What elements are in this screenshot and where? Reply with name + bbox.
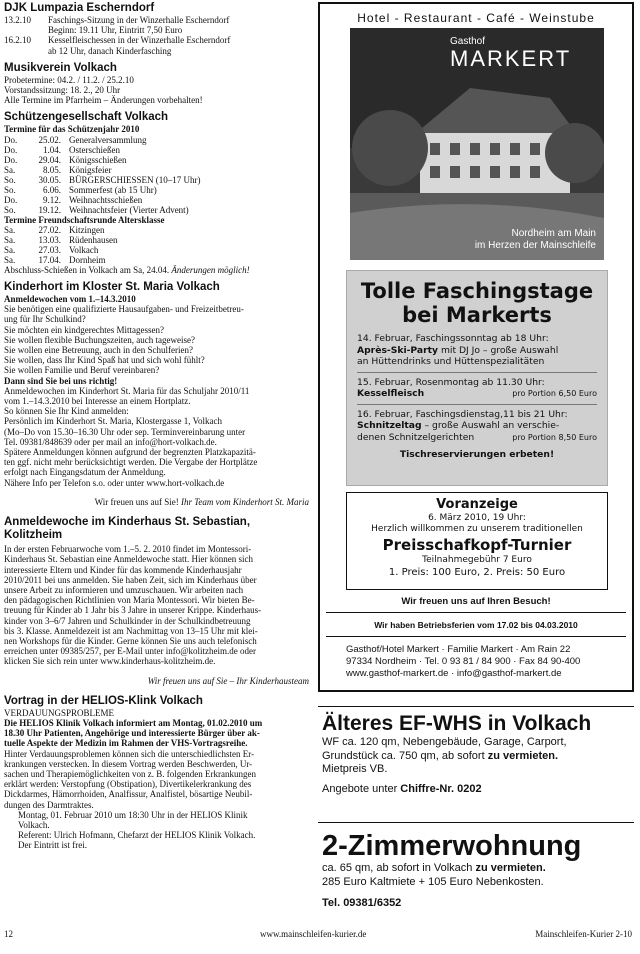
schedule-day: So.: [4, 174, 16, 185]
fasching-text: denen Schnitzelgerichten: [357, 431, 475, 443]
schedule-text: Weihnachtsfeier (Vierter Advent): [69, 204, 189, 215]
text-line: ten ggf. nicht mehr berücksichtigt werden. Die Vergabe der Hortplätze: [4, 457, 258, 468]
text-line: erklärt werden: Verstopfung (Obstipation), Divertikelerkrankung des: [4, 779, 252, 790]
left-column: [4, 2, 309, 857]
schedule-text: Königsschießen: [69, 154, 127, 165]
divider: [318, 822, 634, 823]
voranzeige-panel: [346, 492, 608, 590]
address-line: 97334 Nordheim · Tel. 0 93 81 / 84 900 · Fax 84 90-400: [346, 656, 581, 667]
text-line: interessierte Eltern und Kinder für das kommende Kinderhausjahr: [4, 564, 242, 575]
fasching-line: 15. Februar, Rosenmontag ab 11.30 Uhr:: [357, 376, 545, 388]
schedule-date: 1.04.: [43, 144, 61, 155]
schedule-row: [4, 235, 309, 245]
text-line: Referent: Ulrich Hofmann, Chefarzt der HELIOS Klinik Volkach.: [18, 830, 256, 841]
footer-issue: Mainschleifen-Kurier 2-10: [535, 929, 632, 939]
schuetzen-section: [4, 111, 309, 275]
text-line: kinder von 3–6/7 Jahren und Schulkinder in der Schulkindbetreuung: [4, 615, 251, 626]
schedule-text: Dornheim: [69, 254, 106, 265]
whs-chiffre: Chiffre-Nr. 0202: [400, 782, 482, 795]
fasching-title-1: Tolle Faschingstage: [360, 279, 594, 303]
schedule-text: Volkach: [69, 244, 99, 255]
schedule-day: Sa.: [4, 164, 16, 175]
djk-section: [4, 2, 309, 56]
text-line: Montag, 01. Februar 2010 um 18:30 Uhr in der HELIOS Klinik: [18, 809, 248, 820]
text-line: dungen des Darmtraktes.: [4, 799, 94, 810]
signature-italic: Ihr Team vom Kinderhort St. Maria: [180, 496, 309, 507]
page-number: 12: [4, 929, 13, 939]
text-line: ung für Ihr Schulkind?: [4, 314, 86, 325]
fasching-line: [347, 432, 607, 444]
schedule-text: Rüdenhausen: [69, 234, 118, 245]
subheading: Termine für das Schützenjahr 2010: [4, 124, 140, 135]
tagline-2: im Herzen der Mainschleife: [474, 240, 596, 251]
text-line: Der Eintritt ist frei.: [18, 840, 87, 851]
divider: [318, 706, 634, 707]
schedule-date: 27.03.: [38, 244, 61, 255]
hotel-ad-header: Hotel - Restaurant - Café - Weinstube: [357, 11, 595, 25]
section-title: Schützengesellschaft Volkach: [4, 111, 169, 124]
musikverein-section: [4, 62, 309, 106]
schedule-day: So.: [4, 184, 16, 195]
whs-bold: zu vermieten.: [487, 749, 559, 762]
zimmer-text: ca. 65 qm, ab sofort in Volkach: [322, 862, 476, 874]
hotel-ad: [318, 2, 634, 692]
event-date: [4, 25, 48, 35]
event-text: Faschings-Sitzung in der Winzerhalle Escherndorf: [48, 15, 230, 25]
text-line: treuung für Kinder ab 1 Jahr bis 3 Jahre in unserer Krippe. Kinderhaus-: [4, 605, 262, 616]
text-line: vom 1.–14.3.2010 bei Interesse an einem Hortplatz.: [4, 396, 191, 407]
fasching-text: mit DJ Jo – große Auswahl: [438, 344, 559, 356]
schedule-row: [4, 135, 309, 145]
schedule-day: Do.: [4, 194, 18, 205]
fasching-text: – große Auswahl an verschie-: [421, 420, 560, 431]
text-line: unsere Arbeit zu informieren und umzuschauen. Wir arbeiten nach: [4, 584, 244, 595]
text-line: Vorstandssitzung: 18. 2., 20 Uhr: [4, 85, 121, 96]
event-date: [4, 46, 48, 56]
schedule-day: So.: [4, 204, 16, 215]
text-line: klicken Sie sich rein unter www.kinderhaus-kolitzheim.de.: [4, 656, 216, 667]
text-line: den pädagogischen Richtlinien von Maria Montessori. Wir bieten Be-: [4, 595, 255, 606]
fasching-highlight: Kesselfleisch: [357, 388, 425, 399]
voranzeige-date: 6. März 2010, 19 Uhr:: [428, 513, 526, 523]
schedule-row: [4, 175, 309, 185]
schedule-text: Sommerfest (ab 15 Uhr): [69, 184, 157, 195]
schedule-text: Königsfeier: [69, 164, 112, 175]
text-line: Dickdarmes, Hämorrhoiden, Analfissur, Analfistel, bösartige Neubil-: [4, 789, 253, 800]
voranzeige-fee: Teilnahmegebühr 7 Euro: [422, 555, 532, 565]
logo-small: Gasthof: [450, 36, 486, 47]
schedule-text: BÜRGERSCHIESSEN (10–17 Uhr): [69, 174, 201, 185]
text-line: sachen und Therapiemöglichkeiten von z. B. folgenden Erkrankungen: [4, 768, 257, 779]
schedule-date: 19.12.: [38, 204, 61, 215]
fasching-line: an Hüttendrinks und Hüttenspezialitäten: [357, 356, 545, 367]
footer-url: www.mainschleifen-kurier.de: [260, 929, 367, 939]
kinderhaus-section: [4, 516, 309, 686]
visit-line: Wir freuen uns auf Ihren Besuch!: [401, 596, 551, 607]
schedule-row: [4, 165, 309, 175]
schedule-day: Do.: [4, 134, 18, 145]
closing-note: Änderungen möglich!: [171, 264, 250, 275]
schedule-date: 30.05.: [38, 174, 61, 185]
section-title: Anmeldewoche im Kinderhaus St. Sebastian, Kolitzheim: [4, 516, 251, 542]
text-line: (Mo–Do von 15.30–16.30 Uhr oder sep. Terminvereinbarung unter: [4, 426, 246, 437]
subheading: Termine Freundschaftsrunde Altersklasse: [4, 214, 165, 225]
whs-text: Angebote unter: [322, 782, 401, 795]
text-line: Sie möchten ein kindgerechtes Mittagessen?: [4, 324, 164, 335]
text-line: Nähere Info per Telefon s.o. oder unter www.hort-volkach.de: [4, 477, 225, 488]
event-row: [4, 25, 309, 35]
schedule-row: [4, 195, 309, 205]
fasching-line: [347, 420, 607, 432]
fasching-price: pro Portion 8,50 Euro: [512, 432, 597, 442]
whs-line: WF ca. 120 qm, Nebengebäude, Garage, Carport,: [322, 736, 567, 748]
hotel-logo: [450, 36, 571, 71]
closing-line: [4, 265, 309, 275]
schedule-date: 29.04.: [38, 154, 61, 165]
zimmer-bold: zu vermieten.: [475, 862, 546, 874]
text-line: Spätere Anmeldungen können aufgrund der begrenzten Platzkapazitä-: [4, 447, 256, 458]
text-line: nen Workshops für die Kinder. Gerne können Sie uns auch telefonisch: [4, 635, 257, 646]
section-title: DJK Lumpazia Escherndorf: [4, 2, 155, 14]
hotel-address: [346, 644, 580, 680]
event-text: Kesselfleischessen in der Winzerhalle Escherndorf: [48, 35, 231, 46]
text-line: tuelle Aspekte der Medizin im Rahmen der VHS-Vortragsreihe.: [4, 738, 248, 749]
zimmer-line: 285 Euro Kaltmiete + 105 Euro Nebenkosten.: [322, 875, 544, 888]
schedule-row: [4, 245, 309, 255]
schedule-day: Sa.: [4, 244, 16, 255]
schedule-date: 8.05.: [43, 164, 61, 175]
schedule-date: 25.02.: [38, 134, 61, 145]
ferien-line: Wir haben Betriebsferien vom 17.02 bis 04.03.2010: [374, 620, 578, 630]
subheading: VERDAUUNGSPROBLEME: [4, 707, 115, 718]
event-text: ab 12 Uhr, danach Kinderfasching: [48, 45, 172, 56]
whs-line: [322, 750, 634, 764]
schedule-row: [4, 155, 309, 165]
event-date: 16.2.10: [4, 35, 31, 46]
voranzeige-prizes: 1. Preis: 100 Euro, 2. Preis: 50 Euro: [388, 567, 566, 578]
schedule-text: Generalversammlung: [69, 134, 147, 145]
text-line: In der ersten Februarwoche vom 1.–5. 2. 2010 findet im Montessori-: [4, 544, 252, 555]
text-line: 2010/2011 bei uns anmelden. Sie haben Zeit, sich im Kinderhaus über: [4, 574, 257, 585]
voranzeige-event: Preisschafkopf-Turnier: [382, 536, 572, 554]
hotel-photo: [350, 28, 604, 260]
schedule-row: [4, 205, 309, 215]
text-line: Hinter Verdauungsproblemen können sich die unterschiedlichsten Er-: [4, 748, 255, 759]
zimmer-line: [322, 862, 634, 876]
text-line: bis 3. Klasse. Anmeldezeit ist am Nachmittag von 13–15 Uhr mit klei-: [4, 625, 258, 636]
text-line: erreichen unter 09385/257, per E-Mail unter info@kolitzheim.de oder: [4, 646, 256, 657]
schedule-date: 13.03.: [38, 234, 61, 245]
event-date: 13.2.10: [4, 15, 31, 25]
event-row: [4, 15, 309, 25]
address-line: Gasthof/Hotel Markert · Familie Markert · Am Rain 22: [346, 644, 571, 655]
text-line: Sie wollen, dass Ihr Kind Spaß hat und sich wohl fühlt?: [4, 355, 205, 366]
schedule-row: [4, 255, 309, 265]
fasching-title-2: bei Markerts: [402, 303, 552, 327]
fasching-panel: [346, 270, 608, 486]
text-line: Persönlich im Kinderhort St. Maria, Klostergasse 1, Volkach: [4, 416, 222, 427]
schedule-date: 9.12.: [43, 194, 61, 205]
schedule-text: Osterschießen: [69, 144, 120, 155]
text-line: Probetermine: 04.2. / 11.2. / 25.2.10: [4, 74, 134, 85]
text-line: Sie wollen Familie und Beruf vereinbaren?: [4, 365, 160, 376]
event-row: [4, 35, 309, 45]
text-line: 18.30 Uhr Patienten, Angehörige und interessierte Bürger über ak-: [4, 728, 260, 739]
vortrag-section: [4, 695, 309, 851]
signature: Wir freuen uns auf Sie – Ihr Kinderhausteam: [147, 675, 309, 686]
hotel-tagline: [475, 228, 596, 252]
whs-ad: [322, 712, 634, 796]
fasching-line: [347, 345, 607, 357]
section-title: Musikverein Volkach: [4, 61, 117, 74]
text-line: So können Sie Ihr Kind anmelden:: [4, 406, 129, 417]
text-line: Sie wollen flexible Buchungszeiten, auch tageweise?: [4, 334, 195, 345]
subheading: Anmeldewochen vom 1.–14.3.2010: [4, 294, 136, 305]
schedule-text: Weihnachtsschießen: [69, 194, 143, 205]
fasching-line: 14. Februar, Faschingssonntag ab 18 Uhr:: [357, 333, 549, 344]
schedule-row: [4, 145, 309, 155]
zimmer-ad: [322, 830, 634, 911]
fasching-highlight: Schnitzeltag: [357, 420, 422, 431]
schedule-date: 17.04.: [38, 254, 61, 265]
text-line: Alle Termine im Pfarrheim – Änderungen vorbehalten!: [4, 95, 203, 106]
text-line: krankungen verstecken. In diesem Vortrag werden Beschwerden, Ur-: [4, 758, 253, 769]
fasching-reservation: Tischreservierungen erbeten!: [399, 449, 555, 460]
section-title: Vortrag in der HELIOS-Klink Volkach: [4, 694, 203, 707]
page-footer: [0, 929, 640, 943]
text-line: erfolgt nach Eingangsdatum der Anmeldung.: [4, 467, 166, 478]
text-line: Die HELIOS Klinik Volkach informiert am Montag, 01.02.2010 um: [4, 717, 263, 728]
signature: [4, 497, 309, 507]
schedule-row: [4, 185, 309, 195]
schedule-date: 27.02.: [38, 224, 61, 235]
text-line: Volkach.: [18, 819, 50, 830]
schedule-day: Sa.: [4, 234, 16, 245]
text-line: Sie benötigen eine qualifizierte Hausaufgaben- und Freizeitbetreu-: [4, 304, 244, 315]
fasching-line: 16. Februar, Faschingsdienstag,11 bis 21 Uhr:: [357, 408, 568, 420]
schedule-day: Do.: [4, 154, 18, 165]
schedule-row: [4, 225, 309, 235]
voranzeige-title: Voranzeige: [436, 497, 518, 512]
signature-plain: Wir freuen uns auf Sie!: [94, 496, 179, 507]
section-title: Kinderhort im Kloster St. Maria Volkach: [4, 281, 220, 294]
fasching-line: [347, 388, 607, 400]
voranzeige-invite: Herzlich willkommen zu unserem traditionellen: [371, 524, 583, 534]
whs-title: Älteres EF-WHS in Volkach: [322, 712, 592, 735]
whs-line: Mietpreis VB.: [322, 763, 388, 775]
zimmer-phone: Tel. 09381/6352: [322, 897, 402, 909]
text-line: Tel. 09381/848639 oder per mail an info@hort-volkach.de.: [4, 436, 217, 447]
closing-text: Abschluss-Schießen in Volkach am Sa, 24.04.: [4, 264, 170, 275]
text-line: Anmeldewochen im Kinderhort St. Maria für das Schuljahr 2010/11: [4, 385, 250, 396]
text-line: Kinderhaus St. Sebastian eine Anmeldewoche statt. Hier können sich: [4, 554, 253, 565]
event-text: Beginn: 19.11 Uhr, Eintritt 7,50 Euro: [48, 25, 183, 36]
address-line: www.gasthof-markert.de · info@gasthof-markert.de: [346, 668, 562, 679]
whs-line: [322, 783, 634, 797]
schedule-day: Do.: [4, 144, 18, 155]
bold-line: Dann sind Sie bei uns richtig!: [4, 375, 118, 386]
schedule-day: Sa.: [4, 224, 16, 235]
kinderhort-section: [4, 281, 309, 507]
schedule-text: Kitzingen: [69, 224, 105, 235]
tagline-1: Nordheim am Main: [511, 228, 596, 239]
fasching-price: pro Portion 6,50 Euro: [512, 389, 597, 398]
zimmer-title: 2-Zimmerwohnung: [322, 830, 582, 862]
schedule-day: Sa.: [4, 254, 16, 265]
fasching-highlight: Après-Ski-Party: [357, 344, 439, 356]
event-row: [4, 46, 309, 56]
schedule-date: 6.06.: [43, 184, 61, 195]
logo-big: MARKERT: [450, 46, 572, 71]
whs-text: Grundstück ca. 750 qm, ab sofort: [322, 749, 488, 762]
text-line: Sie wollen eine Betreuung, auch in den Schulferien?: [4, 345, 193, 356]
